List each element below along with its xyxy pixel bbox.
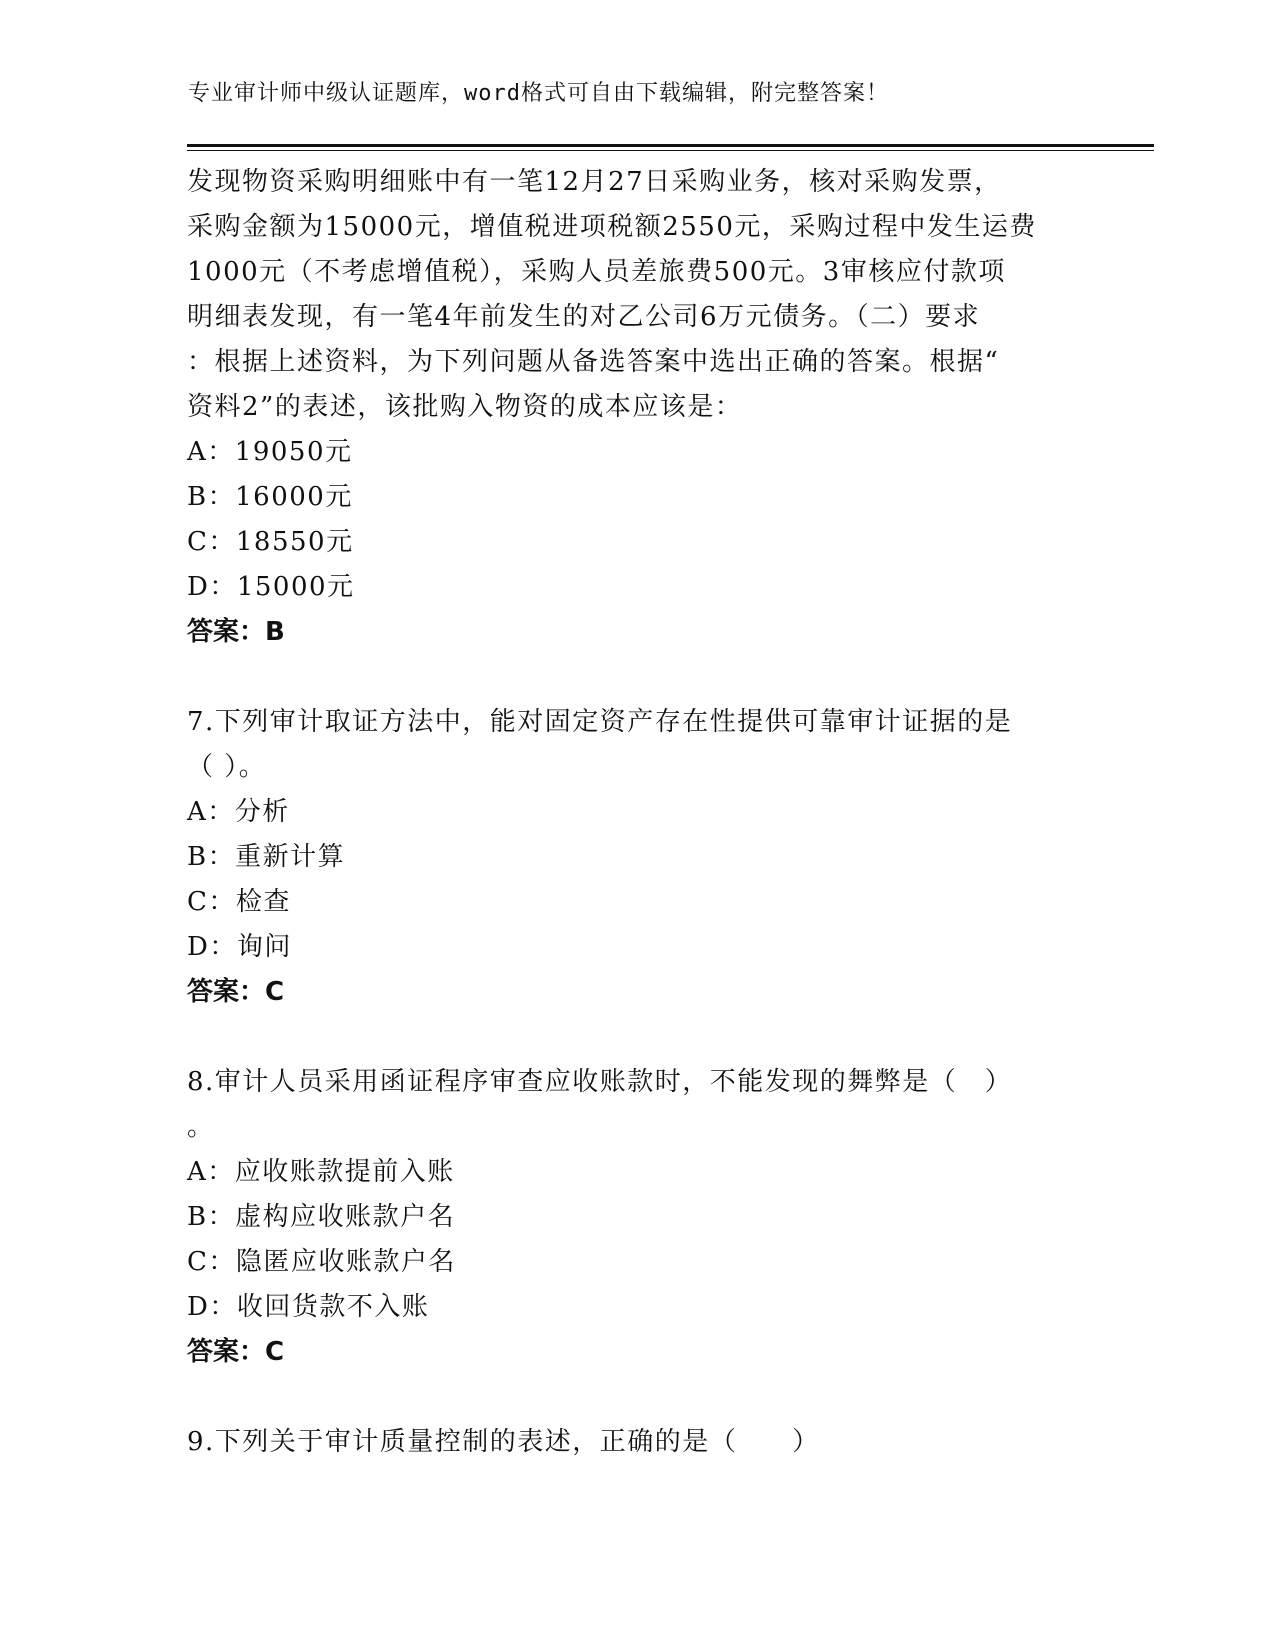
stem-line: ：根据上述资料，为下列问题从备选答案中选出正确的答案。根据“	[187, 347, 1000, 377]
option-b: B：重新计算	[187, 842, 346, 872]
stem-line: 1000元（不考虑增值税），采购人员差旅费500元。3审核应付款项	[187, 257, 1006, 287]
page-header: 专业审计师中级认证题库，word格式可自由下载编辑，附完整答案！	[188, 81, 889, 106]
option-d: D：收回货款不入账	[187, 1292, 430, 1322]
option-c: C：18550元	[187, 527, 354, 557]
header-rule-thin	[187, 150, 1154, 151]
question-9-stem: 9.下列关于审计质量控制的表述，正确的是（ ）	[187, 1427, 820, 1457]
stem-line: 发现物资采购明细账中有一笔12月27日采购业务，核对采购发票，	[187, 167, 1002, 197]
option-b: B：16000元	[187, 482, 353, 512]
content	[187, 160, 1087, 1465]
stem-line: 明细表发现，有一笔4年前发生的对乙公司6万元债务。（二）要求	[187, 302, 981, 332]
option-b: B：虚构应收账款户名	[187, 1202, 456, 1232]
option-a: A：分析	[187, 797, 290, 827]
answer: 答案：B	[187, 617, 285, 647]
option-a: A：应收账款提前入账	[187, 1157, 455, 1187]
option-c: C：隐匿应收账款户名	[187, 1247, 456, 1277]
header-rule-thick	[187, 144, 1154, 147]
stem-line: 采购金额为15000元，增值税进项税额2550元，采购过程中发生运费	[187, 212, 1037, 242]
stem-line: （ ）。	[187, 752, 267, 782]
stem-line: 7.下列审计取证方法中，能对固定资产存在性提供可靠审计证据的是	[187, 707, 1013, 737]
question-6-stem	[187, 160, 1087, 430]
answer: 答案：C	[187, 1337, 285, 1367]
option-d: D：15000元	[187, 572, 355, 602]
option-d: D：询问	[187, 932, 292, 962]
question-7-stem	[187, 700, 1087, 790]
question-8-stem	[187, 1060, 1087, 1150]
stem-line: 8.审计人员采用函证程序审查应收账款时，不能发现的舞弊是（ ）	[187, 1067, 1013, 1097]
stem-line: 资料2”的表述，该批购入物资的成本应该是：	[187, 392, 743, 422]
answer: 答案：C	[187, 977, 285, 1007]
option-c: C：检查	[187, 887, 291, 917]
stem-line: 。	[187, 1112, 215, 1142]
option-a: A：19050元	[187, 437, 353, 467]
